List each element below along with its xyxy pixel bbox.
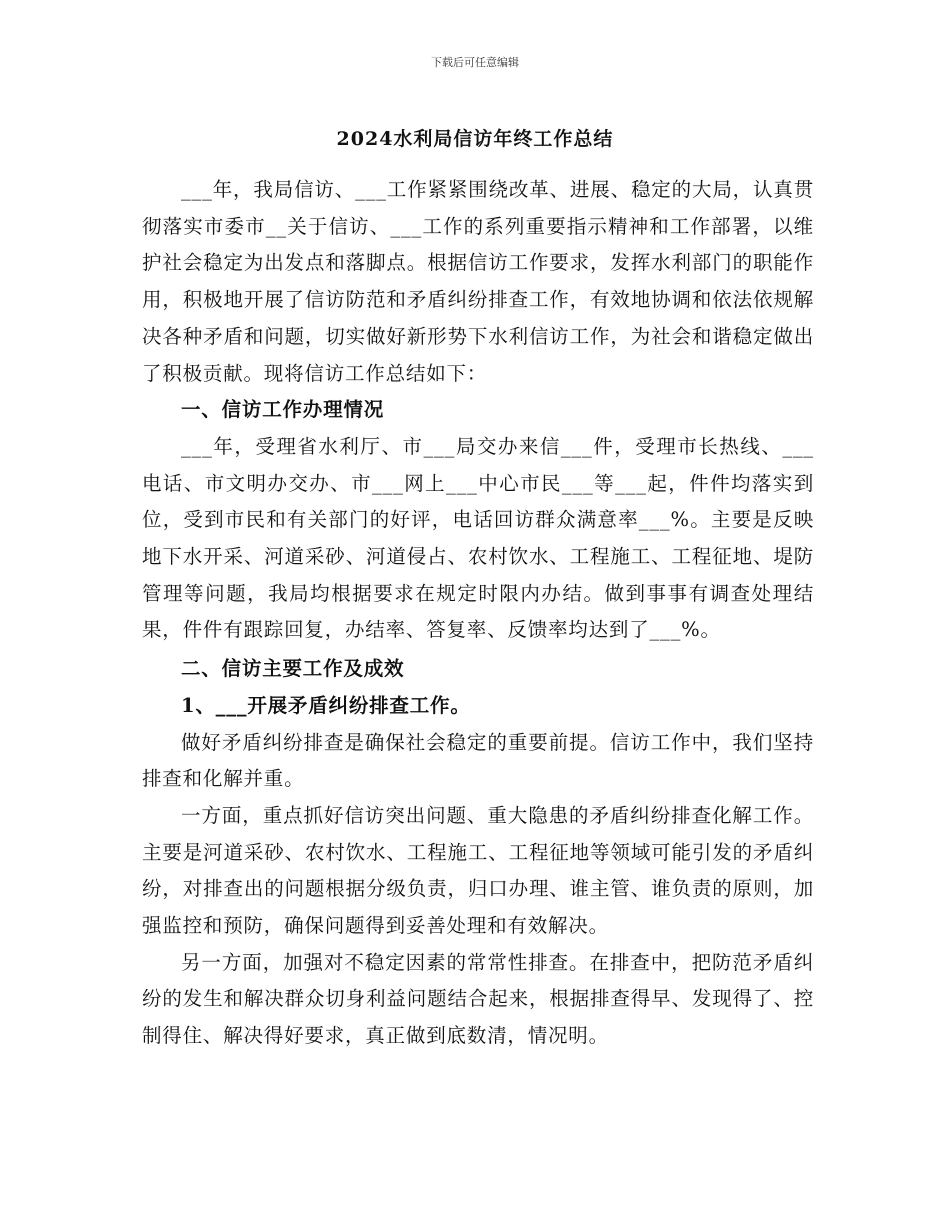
section-heading-2: 二、信访主要工作及成效	[181, 657, 405, 681]
section-heading-1: 一、信访工作办理情况	[181, 398, 385, 422]
subsection-1-paragraph-2: 一方面，重点抓好信访突出问题、重大隐患的矛盾纠纷排查化解工作。主要是河道采砂、农村饮水、工程施工、工程征地等领域可能引发的矛盾纠纷，对排查出的问题根据分级负责，归口办理、谁主管、谁负责的原则，加强监控和预防，确保问题得到妥善处理和有效解决。	[142, 803, 814, 938]
subsection-heading-1: 1、___开展矛盾纠纷排查工作。	[181, 693, 471, 717]
section-1-paragraph: ___年，受理省水利厅、市___局交办来信___件，受理市长热线、___电话、市文明办交办、市___网上___中心市民___等___起，件件均落实到位，受到市民和有关部门的好评，电话回访群众满意率___%。主要是反映地下水开采、河道采砂、河道侵占、农村饮水、工程施工、工程征地、堤防管理等问题，我局均根据要求在规定时限内办结。做到事事有调查处理结果，件件有跟踪回复，办结率、答复率、反馈率均达到了___%。	[142, 434, 814, 642]
subsection-1-paragraph-3: 另一方面，加强对不稳定因素的常常性排查。在排查中，把防范矛盾纠纷的发生和解决群众切身利益问题结合起来，根据排查得早、发现得了、控制得住、解决得好要求，真正做到底数清，情况明。	[142, 950, 814, 1048]
document-body	[142, 172, 814, 1055]
document-title: 2024水利局信访年终工作总结	[336, 128, 614, 150]
header-note: 下载后可任意编辑	[431, 56, 519, 69]
subsection-1-paragraph-1: 做好矛盾纠纷排查是确保社会稳定的重要前提。信访工作中，我们坚持排查和化解并重。	[142, 730, 814, 791]
intro-paragraph: ___年，我局信访、___工作紧紧围绕改革、进展、稳定的大局，认真贯彻落实市委市__关于信访、___工作的系列重要指示精神和工作部署，以维护社会稳定为出发点和落脚点。根据信访工作要求，发挥水利部门的职能作用，积极地开展了信访防范和矛盾纠纷排查工作，有效地协调和依法依规解决各种矛盾和问题，切实做好新形势下水利信访工作，为社会和谐稳定做出了积极贡献。现将信访工作总结如下：	[142, 178, 814, 385]
